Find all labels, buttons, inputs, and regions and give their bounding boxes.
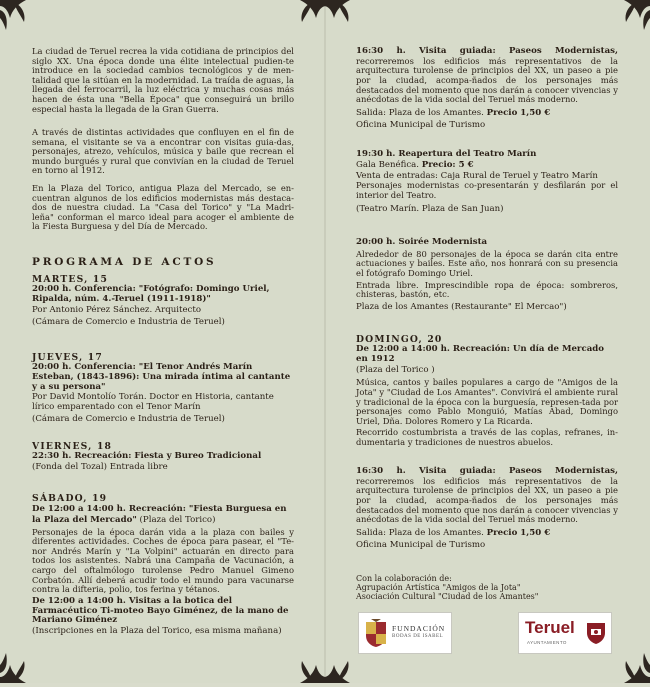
- teruel-logo-sub: AYUNTAMIENTO: [527, 640, 567, 645]
- fundacion-logo: [358, 612, 452, 654]
- day-heading-sunday: DOMINGO, 20: [356, 334, 443, 345]
- reopening-description: Personajes modernistas co-presentarán y desfilarán por el interior del Teatro.: [356, 180, 618, 200]
- fundacion-logo-name: FUNDACIÓN: [392, 624, 446, 633]
- visit1-office: Oficina Municipal de Turismo: [356, 119, 486, 130]
- saturday-section: [32, 493, 294, 637]
- intro-paragraph-3: En la Plaza del Torico, antigua Plaza del Mercado, se en-cuentran algunos de los edificios modernistas más destaca-dos de nuestra ciudad. La "Casa del Torico" y "La Madri-leña" conforman el marco ideal para acoger el ambiente de la Fiesta Burguesa y del Día de Mercado.: [32, 183, 294, 232]
- corner-ornament-bottom-mid-right: [324, 649, 368, 683]
- collaborator-1: Agrupación Artística "Amigos de la Jota": [356, 583, 521, 592]
- soiree-entry: Entrada libre. Imprescindible ropa de época: sombreros, chisteras, bastón, etc.: [356, 279, 618, 300]
- fold-line: [324, 0, 326, 683]
- visit2-price: Precio 1,50 €: [486, 527, 551, 538]
- thursday-place: (Cámara de Comercio e Industria de Teruel): [32, 414, 225, 425]
- sunday-description-2: Recorrido costumbrista a través de las coplas, refranes, in-dumentaria y tradiciones de nuestros abuelos.: [356, 427, 618, 447]
- saturday-event-place: (Plaza del Torico): [136, 514, 216, 525]
- saturday-event-2: De 12:00 a 14:00 h. Visitas a la botica del Farmacéutico Ti-moteo Bayo Giménez, de la mano de Mariano Giménez: [32, 595, 289, 626]
- gala-label: Gala Benéfica.: [356, 159, 422, 170]
- saturday-event: De 12:00 a 14:00 h. Recreación: "Fiesta Burguesa en la Plaza del Mercado": [32, 504, 287, 525]
- visit1-exit: Salida: Plaza de los Amantes.: [356, 107, 487, 118]
- tuesday-event: 20:00 h. Conferencia: "Fotógrafo: Domingo Uriel, Ripalda, núm. 4.-Teruel (1911-1918)": [32, 284, 270, 304]
- saturday-place-2: (Inscripciones en la Plaza del Torico, esa misma mañana): [32, 626, 282, 637]
- corner-ornament-bottom-left: [0, 649, 44, 683]
- sunday-section: [356, 334, 618, 448]
- corner-ornament-top-left: [0, 0, 44, 34]
- collaboration-section: [356, 574, 618, 601]
- friday-section: [32, 441, 294, 473]
- visit1-price: Precio 1,50 €: [486, 107, 551, 118]
- saturday-description: Personajes de la época darán vida a la plaza con bailes y diferentes actividades. Coches de época para pasear, el "Te-nor Andrés Marín y "La Volpini" actuarán en directo para todos los asistentes. Nabrá una Campaña de Vacunación, a cargo del oftalmólogo turolense Pedro Manuel Gimeno Corbatón. Allí deberá acudir todo el mundo para vacunarse contra la difteria, polio, tos ferina y tétanos.: [32, 526, 294, 595]
- sunday-event: De 12:00 a 14:00 h. Recreación: Un día de Mercado en 1912: [356, 344, 605, 364]
- coat-of-arms-icon: [363, 618, 389, 648]
- soiree-section: [356, 238, 618, 313]
- reopening-section: [356, 150, 618, 214]
- soiree-heading: 20:00 h. Soirée Modernista: [356, 237, 488, 247]
- day-heading-tuesday: MARTES, 15: [32, 274, 109, 285]
- reopening-heading: 19:30 h. Reapertura del Teatro Marín: [356, 149, 537, 159]
- thursday-section: [32, 352, 294, 425]
- visit2-heading: 16:30 h. Visita guiada: Paseos Modernistas,: [356, 466, 618, 476]
- program-title: PROGRAMA DE ACTOS: [32, 256, 217, 268]
- friday-place: (Fonda del Tozal) Entrada libre: [32, 461, 168, 472]
- sunday-place: (Plaza del Torico ): [356, 364, 435, 375]
- corner-ornament-top-mid-left: [282, 0, 326, 34]
- corner-ornament-top-right: [606, 0, 650, 34]
- gala-price: Precio: 5 €: [421, 159, 474, 170]
- fundacion-logo-sub: BODAS DE ISABEL: [392, 634, 444, 639]
- ticket-sales: Venta de entradas: Caja Rural de Teruel y Teatro Marín: [356, 170, 598, 181]
- collaborator-2: Asociación Cultural "Ciudad de los Amantes": [356, 592, 539, 601]
- visit1-heading: 16:30 h. Visita guiada: Paseos Modernistas,: [356, 46, 618, 56]
- intro-paragraph-2: A través de distintas actividades que confluyen en el fin de semana, el visitante se va a encontrar con visitas guia-das, personajes, atrezo, vehículos, música y baile que recrean el mundo burgués y rural que convivían en la ciudad de Teruel en torno al 1912.: [32, 127, 294, 176]
- tuesday-speaker: Por Antonio Pérez Sánchez. Arquitecto: [32, 304, 201, 315]
- sunday-description: Música, cantos y bailes populares a cargo de "Amigos de la Jota" y "Ciudad de Los Amantes". Convivirá el ambiente rural y tradicional de la época con la burguesía, represen-tada por personajes como Pablo Monguió, Matías Abad, Domingo Uriel, Dña. Dolores Romero y La Ricarda.: [356, 377, 618, 426]
- guided-visit-section-1: [356, 46, 618, 130]
- intro-paragraph-1: La ciudad de Teruel recrea la vida cotidiana de principios del siglo XX. Una época donde una élite intelectual pudien-te introduce en la sociedad cambios tecnológicos y de men-talidad que la sitúan en la modernidad. La traída de aguas, la llegada del ferrocarril, la luz eléctrica y muchas cosas más hacen de ésta una "Bella Época" que conseguirá un brillo especial hasta la llegada de la Gran Guerra.: [32, 46, 294, 114]
- soiree-place: Plaza de los Amantes (Restaurante" El Mercao"): [356, 301, 567, 312]
- corner-ornament-bottom-mid-left: [282, 649, 326, 683]
- visit2-office: Oficina Municipal de Turismo: [356, 539, 486, 550]
- visit2-exit: Salida: Plaza de los Amantes.: [356, 527, 487, 538]
- teruel-logo-name: Teruel: [525, 618, 575, 637]
- tuesday-place: (Cámara de Comercio e Industria de Teruel): [32, 317, 225, 328]
- teruel-emblem-icon: [585, 621, 607, 645]
- visit1-description: recorreremos los edificios más representativos de la arquitectura turolense de principios del XX, un paseo a pie por la ciudad, acompa-ñados de los personajes más destacados del momento que nos darán a conocer vivencias y anécdotas de la vida social del Teruel más moderno.: [356, 55, 618, 105]
- tuesday-section: [32, 274, 294, 328]
- teruel-logo: [518, 612, 612, 654]
- day-heading-friday: VIERNES, 18: [32, 441, 113, 452]
- soiree-description: Alrededor de 80 personajes de la época se darán cita entre actuaciones y bailes. Este año, nos honrará con su presencia el fotógrafo Domingo Uriel.: [356, 248, 618, 278]
- thursday-speaker: Por David Montolío Torán. Doctor en Historia, cantante lírico emparentado con el Tenor Marín: [32, 392, 274, 413]
- corner-ornament-top-mid-right: [324, 0, 368, 34]
- guided-visit-section-2: [356, 466, 618, 550]
- friday-event: 22:30 h. Recreación: Fiesta y Bureo Tradicional: [32, 451, 262, 461]
- corner-ornament-bottom-right: [606, 649, 650, 683]
- visit2-description: recorreremos los edificios más representativos de la arquitectura turolense de principios del XX, un paseo a pie por la ciudad, acompa-ñados de los personajes más destacados del momento que nos darán a conocer vivencias y anécdotas de la vida social del Teruel más moderno.: [356, 475, 618, 525]
- collaboration-title: Con la colaboración de:: [356, 574, 452, 583]
- thursday-event: 20:00 h. Conferencia: "El Tenor Andrés Marín Esteban, (1843-1896): Una mirada íntima al cantante y a su persona": [32, 362, 291, 392]
- day-heading-thursday: JUEVES, 17: [32, 352, 103, 363]
- reopening-place: (Teatro Marín. Plaza de San Juan): [356, 203, 504, 214]
- day-heading-saturday: SÁBADO, 19: [32, 493, 108, 504]
